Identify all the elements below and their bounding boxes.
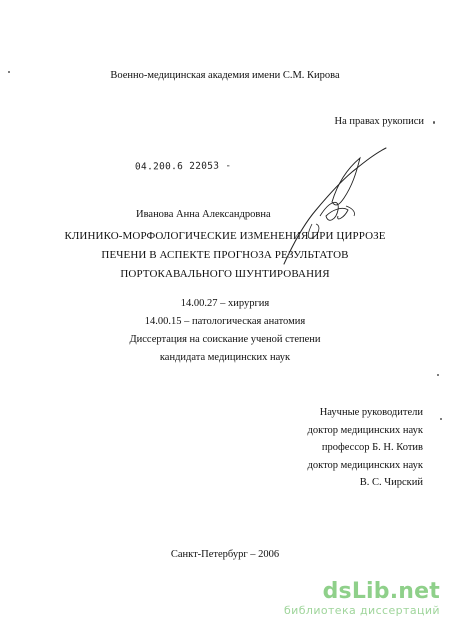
watermark-brand: dsLib.net bbox=[322, 579, 440, 604]
scan-speck bbox=[437, 374, 439, 376]
supervisor-line: доктор медицинских наук bbox=[307, 424, 423, 436]
supervisor-line: профессор Б. Н. Котив bbox=[321, 442, 423, 453]
supervisors-block bbox=[308, 404, 423, 492]
watermark bbox=[284, 580, 440, 617]
degree-line-1: Диссертация на соискание ученой степени bbox=[129, 334, 321, 345]
degree-line-2: кандидата медицинских наук bbox=[159, 352, 291, 363]
specialty-surgery: 14.00.27 – хирургия bbox=[180, 298, 270, 309]
title-line-2: ПЕЧЕНИ В АСПЕКТЕ ПРОГНОЗА РЕЗУЛЬТАТОВ bbox=[101, 249, 349, 261]
author-name: Иванова Анна Александровна bbox=[136, 209, 271, 220]
specialty-pathology: 14.00.15 – патологическая анатомия bbox=[144, 316, 306, 327]
scan-speck bbox=[433, 121, 435, 124]
watermark-subtitle: библиотека диссертаций bbox=[283, 604, 440, 617]
supervisor-line: доктор медицинских наук bbox=[307, 459, 423, 471]
institution-name: Военно-медицинская академия имени С.М. Кирова bbox=[110, 70, 340, 81]
city-year: Санкт-Петербург – 2006 bbox=[170, 549, 280, 560]
scan-speck bbox=[440, 418, 442, 420]
registration-stamp: 04.200.6 22053 - bbox=[134, 160, 232, 173]
title-line-3: ПОРТОКАВАЛЬНОГО ШУНТИРОВАНИЯ bbox=[120, 268, 330, 280]
rights-note: На правах рукописи bbox=[334, 116, 424, 127]
supervisors-heading: Научные руководители bbox=[319, 407, 423, 418]
title-line-1: КЛИНИКО-МОРФОЛОГИЧЕСКИЕ ИЗМЕНЕНИЯ ПРИ ЦИРРОЗЕ bbox=[64, 230, 386, 242]
scan-speck bbox=[8, 71, 10, 73]
supervisor-line: В. С. Чирский bbox=[359, 477, 423, 488]
